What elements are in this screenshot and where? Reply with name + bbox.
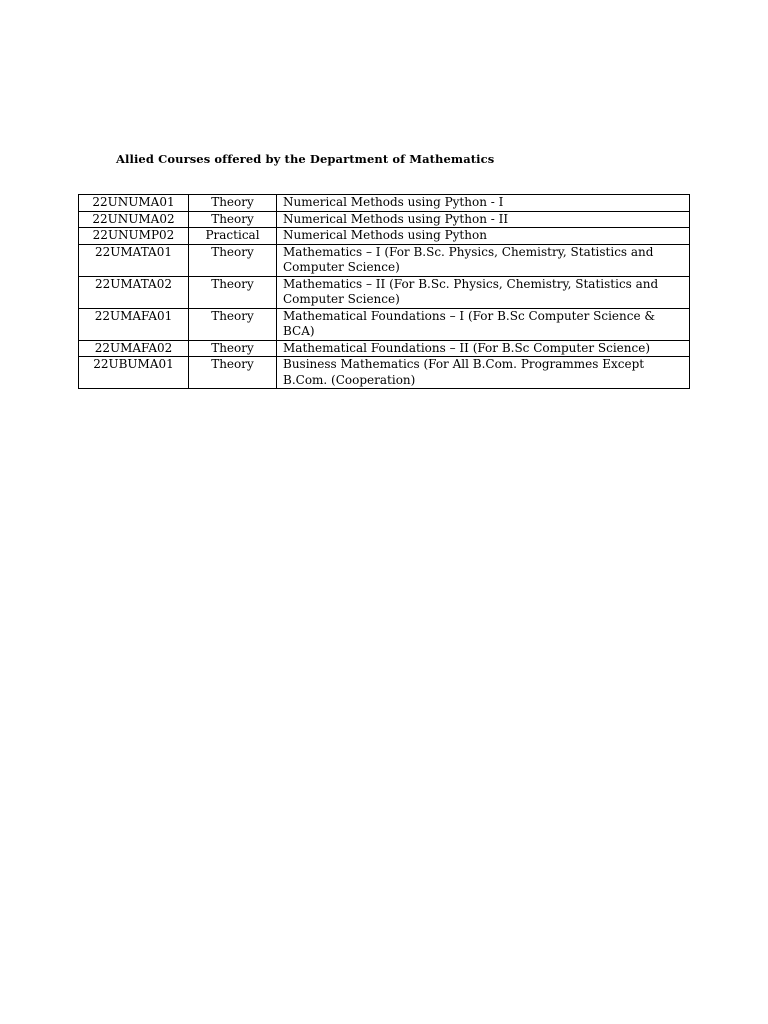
table-row — [79, 228, 690, 245]
course-title-cell: Mathematics – I (For B.Sc. Physics, Chemistry, Statistics and Computer Science) — [277, 244, 690, 276]
course-type-cell: Theory — [189, 211, 277, 228]
table-row — [79, 308, 690, 340]
course-title-cell: Mathematical Foundations – II (For B.Sc Computer Science) — [277, 340, 690, 357]
course-type-cell: Theory — [189, 357, 277, 389]
course-code-cell: 22UMAFA01 — [79, 308, 189, 340]
table-row — [79, 211, 690, 228]
table-row — [79, 357, 690, 389]
courses-table — [78, 194, 690, 389]
course-type-cell: Practical — [189, 228, 277, 245]
course-type-cell: Theory — [189, 244, 277, 276]
table-row — [79, 276, 690, 308]
course-code-cell: 22UBUMA01 — [79, 357, 189, 389]
course-type-cell: Theory — [189, 308, 277, 340]
course-title-cell: Mathematics – II (For B.Sc. Physics, Chemistry, Statistics and Computer Science) — [277, 276, 690, 308]
course-title-cell: Numerical Methods using Python - II — [277, 211, 690, 228]
course-code-cell: 22UMATA02 — [79, 276, 189, 308]
course-type-cell: Theory — [189, 340, 277, 357]
course-title-cell: Numerical Methods using Python - I — [277, 195, 690, 212]
course-title-cell: Numerical Methods using Python — [277, 228, 690, 245]
course-code-cell: 22UNUMP02 — [79, 228, 189, 245]
course-title-cell: Business Mathematics (For All B.Com. Programmes Except B.Com. (Cooperation) — [277, 357, 690, 389]
document-heading: Allied Courses offered by the Department of Mathematics — [116, 152, 495, 166]
course-code-cell: 22UMAFA02 — [79, 340, 189, 357]
course-title-cell: Mathematical Foundations – I (For B.Sc Computer Science & BCA) — [277, 308, 690, 340]
table-row — [79, 340, 690, 357]
course-code-cell: 22UMATA01 — [79, 244, 189, 276]
course-type-cell: Theory — [189, 276, 277, 308]
course-code-cell: 22UNUMA01 — [79, 195, 189, 212]
course-type-cell: Theory — [189, 195, 277, 212]
course-code-cell: 22UNUMA02 — [79, 211, 189, 228]
table-row — [79, 244, 690, 276]
table-row — [79, 195, 690, 212]
